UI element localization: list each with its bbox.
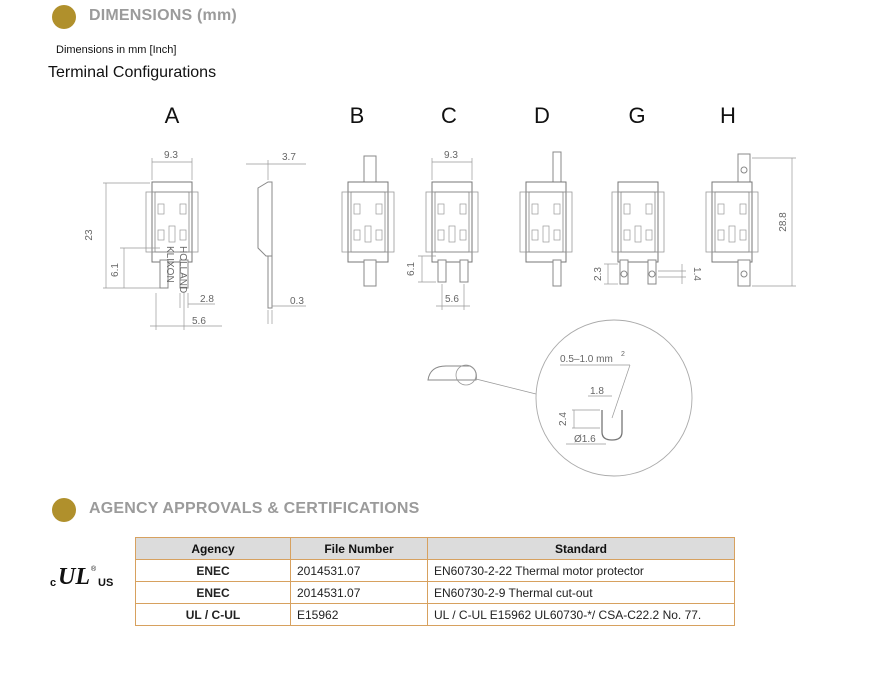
detail-diameter: Ø1.6 (574, 434, 596, 445)
terminal-label-g: G (628, 103, 646, 128)
dimensions-note: Dimensions in mm [Inch] (56, 44, 177, 56)
section-bullet-dimensions (52, 5, 76, 29)
table-cell-standard: UL / C-UL E15962 UL60730-*/ CSA-C22.2 No. 77. (428, 604, 735, 626)
detail-width: 1.8 (590, 386, 604, 397)
dim-h-height: 28.8 (778, 212, 789, 232)
dim-c-width: 9.3 (444, 150, 458, 161)
dim-side-depth: 3.7 (282, 152, 296, 163)
table-header-agency: Agency (136, 538, 291, 560)
table-row (136, 604, 735, 626)
svg-text:US: US (98, 577, 114, 589)
terminal-d-front-view (520, 152, 572, 286)
table-header-row (136, 538, 735, 560)
table-row (136, 560, 735, 582)
detail-height: 2.4 (558, 412, 569, 426)
body-text-holland: HOLLAND (177, 246, 188, 294)
table-cell-standard: EN60730-2-22 Thermal motor protector (428, 560, 735, 582)
table-row (136, 582, 735, 604)
dim-a-lead: 6.1 (110, 263, 121, 277)
terminal-label-h: H (720, 103, 736, 128)
terminal-label-b: B (349, 103, 365, 128)
terminal-b-front-view (342, 156, 394, 286)
dim-a-height: 23 (84, 229, 95, 241)
ul-logo (48, 562, 118, 597)
terminal-drawing (0, 88, 882, 478)
detail-area: 0.5–1.0 mm (560, 354, 613, 365)
terminal-label-c: C (441, 103, 457, 128)
table-cell-agency: ENEC (136, 560, 291, 582)
dim-c-pitch: 5.6 (445, 294, 459, 305)
agency-section-title: AGENCY APPROVALS & CERTIFICATIONS (89, 500, 420, 517)
dim-g-left: 2.3 (593, 267, 604, 281)
table-cell-file-number: E15962 (291, 604, 428, 626)
terminal-g-front-view (593, 182, 702, 284)
table-cell-file-number: 2014531.07 (291, 582, 428, 604)
crimp-detail (428, 320, 692, 476)
table-header-standard: Standard (428, 538, 735, 560)
table-cell-agency: ENEC (136, 582, 291, 604)
dim-c-lead: 6.1 (406, 262, 417, 276)
dimensions-section-title: DIMENSIONS (mm) (89, 7, 237, 24)
body-text-klixon: KLIXON (164, 246, 175, 283)
table-header-file-number: File Number (291, 538, 428, 560)
section-bullet-agency (52, 498, 76, 522)
terminal-label-a: A (164, 103, 180, 128)
terminal-configurations-heading: Terminal Configurations (48, 64, 217, 81)
terminal-c-front-view (406, 150, 478, 310)
dim-side-thick: 0.3 (290, 296, 304, 307)
dim-a-pin: 2.8 (200, 294, 214, 305)
svg-text:UL: UL (58, 564, 90, 590)
terminal-side-view (246, 152, 306, 324)
terminal-a-front-view (84, 150, 222, 330)
dim-g-right: 1.4 (691, 267, 702, 281)
table-cell-agency: UL / C-UL (136, 604, 291, 626)
table-cell-standard: EN60730-2-9 Thermal cut-out (428, 582, 735, 604)
agency-approvals-table (135, 537, 735, 626)
terminal-h-front-view (706, 154, 796, 286)
svg-text:®: ® (91, 566, 97, 573)
dim-a-pitch: 5.6 (192, 316, 206, 327)
detail-area-sup: 2 (621, 351, 625, 358)
dim-a-width: 9.3 (164, 150, 178, 161)
terminal-label-d: D (534, 103, 550, 128)
svg-text:c: c (50, 577, 57, 589)
table-cell-file-number: 2014531.07 (291, 560, 428, 582)
